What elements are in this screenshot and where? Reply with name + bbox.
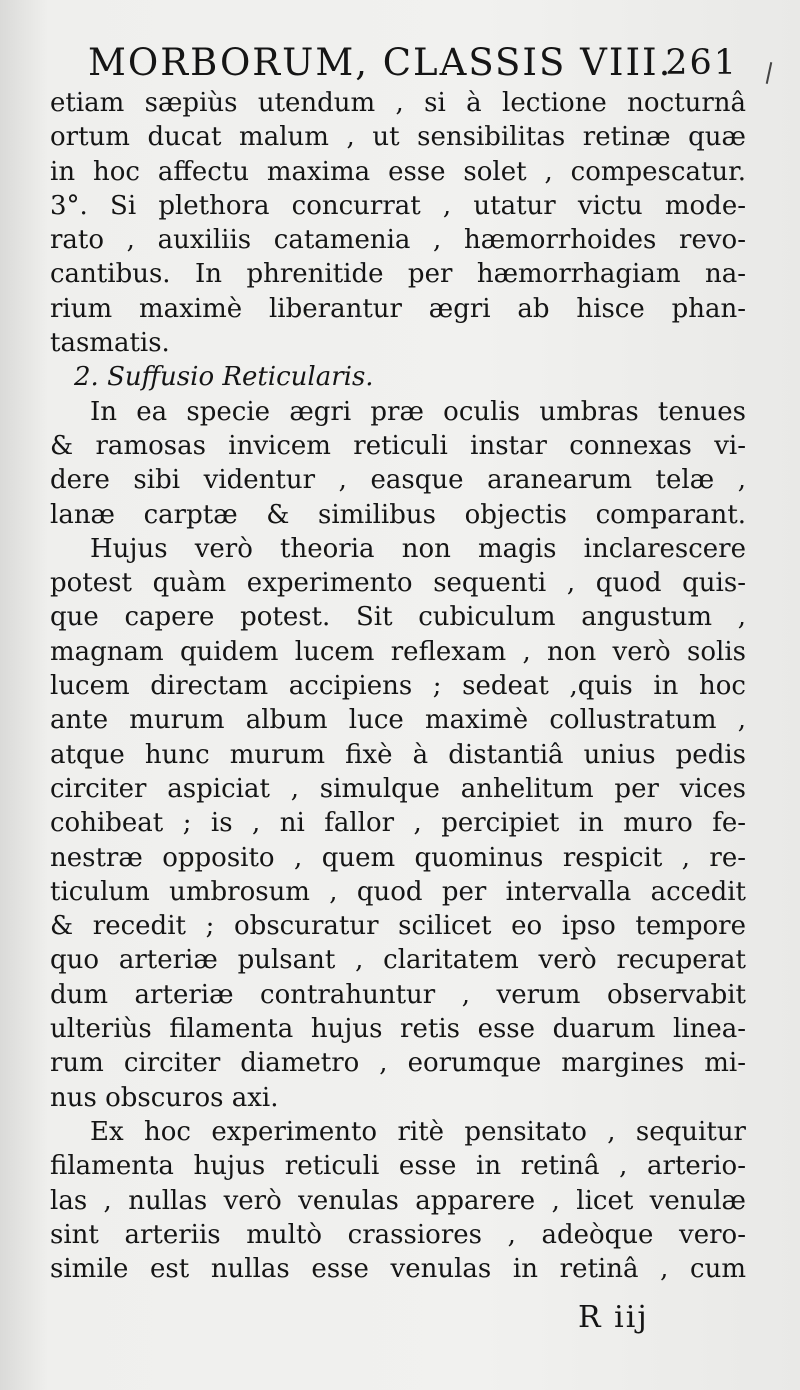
text-line: lucem directam accipiens ; sedeat ,quis in hoc [50, 671, 746, 702]
text-line: rato , auxiliis catamenia , hæmorrhoides revo- [50, 225, 746, 256]
text-line: nestræ opposito , quem quominus respicit , re- [50, 842, 746, 873]
text-body [50, 86, 746, 1286]
text-line: lanæ carptæ & similibus objectis comparant. [50, 499, 746, 530]
text-line: que capere potest. Sit cubiculum angustum , [50, 602, 746, 633]
text-line: ortum ducat malum , ut sensibilitas retinæ quæ [50, 122, 746, 153]
text-line: potest quàm experimento sequenti , quod quis- [50, 568, 746, 599]
text-line: 3°. Si plethora concurrat , utatur victu mode- [50, 190, 746, 221]
text-line: ante murum album luce maximè collustratum , [50, 705, 746, 736]
text-line: magnam quidem lucem reflexam , non verò solis [50, 636, 746, 667]
text-line: dere sibi videntur , easque aranearum telæ , [50, 465, 746, 496]
signature-mark: R iij [578, 1300, 649, 1335]
text-line: etiam sæpiùs utendum , si à lectione nocturnâ [50, 88, 746, 118]
text-line: tasmatis. [50, 328, 170, 359]
text-line: ulteriùs filamenta hujus retis esse duarum linea- [50, 1014, 746, 1045]
text-line: cantibus. In phrenitide per hæmorrhagiam na- [50, 259, 746, 290]
text-line: filamenta hujus reticuli esse in retinâ , arterio- [50, 1151, 746, 1182]
text-line: Hujus verò theoria non magis inclarescere [90, 533, 746, 564]
text-line: cohibeat ; is , ni fallor , percipiet in muro fe- [50, 808, 746, 839]
text-line: ticulum umbrosum , quod per intervalla accedit [50, 876, 746, 907]
text-line: rium maximè liberantur ægri ab hisce phan- [50, 293, 746, 324]
text-line: dum arteriæ contrahuntur , verum observabit [50, 979, 746, 1010]
text-line: las , nullas verò venulas apparere , licet venulæ [50, 1185, 746, 1216]
text-line: nus obscuros axi. [50, 1082, 279, 1113]
text-line: circiter aspiciat , simulque anhelitum per vices [50, 773, 746, 804]
text-line: quo arteriæ pulsant , claritatem verò recuperat [50, 945, 746, 976]
text-line: Ex hoc experimento ritè pensitato , sequitur [90, 1116, 746, 1147]
text-line: atque hunc murum fixè à distantiâ unius pedis [50, 739, 746, 770]
text-line: sint arteriis multò crassiores , adeòque vero- [50, 1219, 746, 1250]
text-line: in hoc affectu maxima esse solet , compescatur. [50, 156, 746, 187]
page-number: 261 [665, 43, 738, 83]
text-line: rum circiter diametro , eorumque margines mi- [50, 1048, 746, 1079]
text-line: & recedit ; obscuratur scilicet eo ipso tempore [50, 911, 746, 942]
header-title: MORBORUM, CLASSIS VIII. [88, 41, 673, 84]
text-line: In ea specie ægri præ oculis umbras tenues [90, 396, 746, 427]
text-line: simile est nullas esse venulas in retinâ , cum [50, 1254, 746, 1285]
section-heading: 2. Suffusio Reticularis. [74, 362, 374, 393]
running-header [88, 38, 768, 88]
text-line: & ramosas invicem reticuli instar connexas vi- [50, 430, 746, 461]
